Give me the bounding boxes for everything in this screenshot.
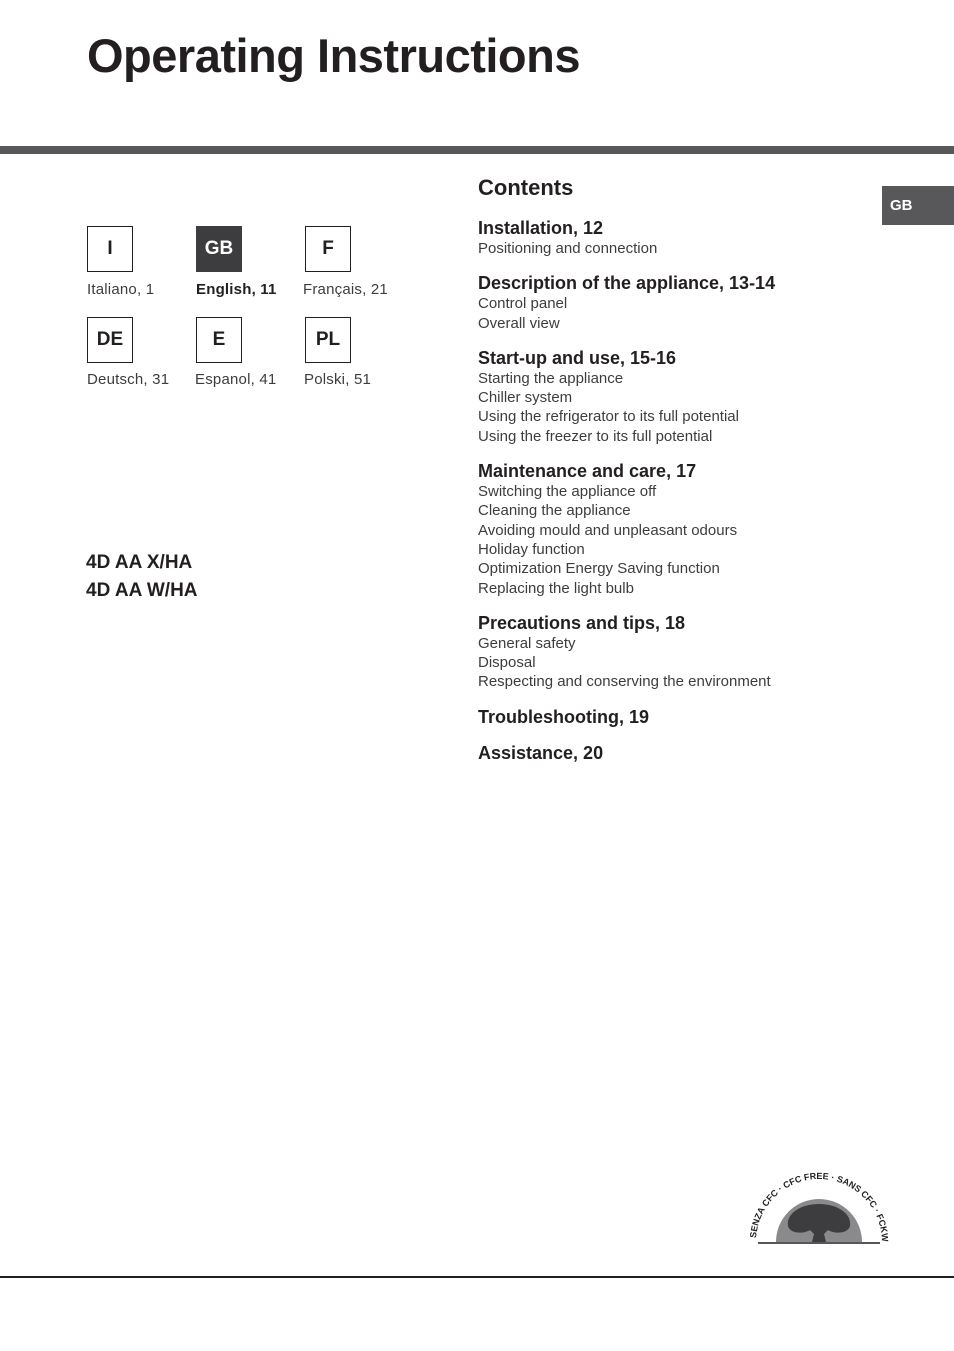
toc-subsection[interactable]: Holiday function [478, 540, 585, 558]
language-box-i[interactable]: I [87, 226, 133, 272]
toc-subsection[interactable]: Overall view [478, 314, 560, 332]
toc-subsection[interactable]: Cleaning the appliance [478, 502, 631, 520]
language-label-polski: Polski, 51 [304, 371, 372, 388]
page-title: Operating Instructions [87, 29, 580, 82]
language-box-e[interactable]: E [196, 317, 242, 363]
language-box-de[interactable]: DE [87, 317, 133, 363]
toc-subsection[interactable]: Disposal [478, 654, 536, 672]
toc-subsection[interactable]: Chiller system [478, 389, 573, 407]
toc-subsection[interactable]: Optimization Energy Saving function [478, 560, 720, 578]
toc-section-title[interactable]: Installation, 12 [478, 218, 604, 238]
toc-subsection[interactable]: General safety [478, 634, 576, 652]
footer-divider [0, 1276, 954, 1278]
toc-section-title[interactable]: Troubleshooting, 19 [478, 706, 650, 727]
toc-section-title[interactable]: Description of the appliance, 13-14 [478, 273, 776, 294]
table-of-contents [478, 217, 858, 764]
toc-section [478, 706, 858, 728]
language-label-deutsch: Deutsch, 31 [87, 371, 170, 388]
toc-subsection[interactable]: Positioning and connection [478, 240, 658, 257]
toc-subsection[interactable]: Control panel [478, 295, 568, 313]
toc-subsection[interactable]: Switching the appliance off [478, 483, 657, 501]
tree-icon [748, 1168, 890, 1248]
toc-subsection[interactable]: Starting the appliance [478, 369, 624, 387]
toc-subsection[interactable]: Respecting and conserving the environment [478, 673, 771, 691]
seal-text: SENZA CFC · CFC FREE · SANS CFC · FCKW [748, 1170, 890, 1242]
model-name: 4D AA X/HA [86, 552, 193, 573]
language-box-gb[interactable]: GB [196, 226, 242, 272]
toc-section [478, 742, 858, 764]
cfc-free-seal [748, 1168, 890, 1248]
language-box-f[interactable]: F [305, 226, 351, 272]
toc-section-title[interactable]: Maintenance and care, 17 [478, 461, 697, 482]
language-label-italiano: Italiano, 1 [87, 281, 155, 298]
language-side-tab: GB [882, 186, 954, 225]
model-name: 4D AA W/HA [86, 580, 198, 601]
toc-section-title[interactable]: Precautions and tips, 18 [478, 612, 686, 633]
toc-section [478, 347, 858, 446]
language-label-espanol: Espanol, 41 [195, 371, 277, 388]
toc-section-title[interactable]: Assistance, 20 [478, 742, 604, 763]
toc-section-title[interactable]: Start-up and use, 15-16 [478, 347, 677, 368]
language-box-pl[interactable]: PL [305, 317, 351, 363]
toc-section [478, 272, 858, 333]
language-label-english: English, 11 [196, 281, 277, 298]
toc-subsection[interactable]: Using the freezer to its full potential [478, 427, 713, 445]
toc-section [478, 217, 858, 258]
toc-section [478, 612, 858, 692]
toc-subsection[interactable]: Replacing the light bulb [478, 579, 634, 597]
toc-section [478, 460, 858, 598]
header-divider [0, 146, 954, 154]
language-label-francais: Français, 21 [303, 281, 388, 298]
toc-subsection[interactable]: Using the refrigerator to its full potential [478, 408, 739, 426]
contents-heading: Contents [478, 175, 574, 200]
toc-subsection[interactable]: Avoiding mould and unpleasant odours [478, 521, 738, 539]
